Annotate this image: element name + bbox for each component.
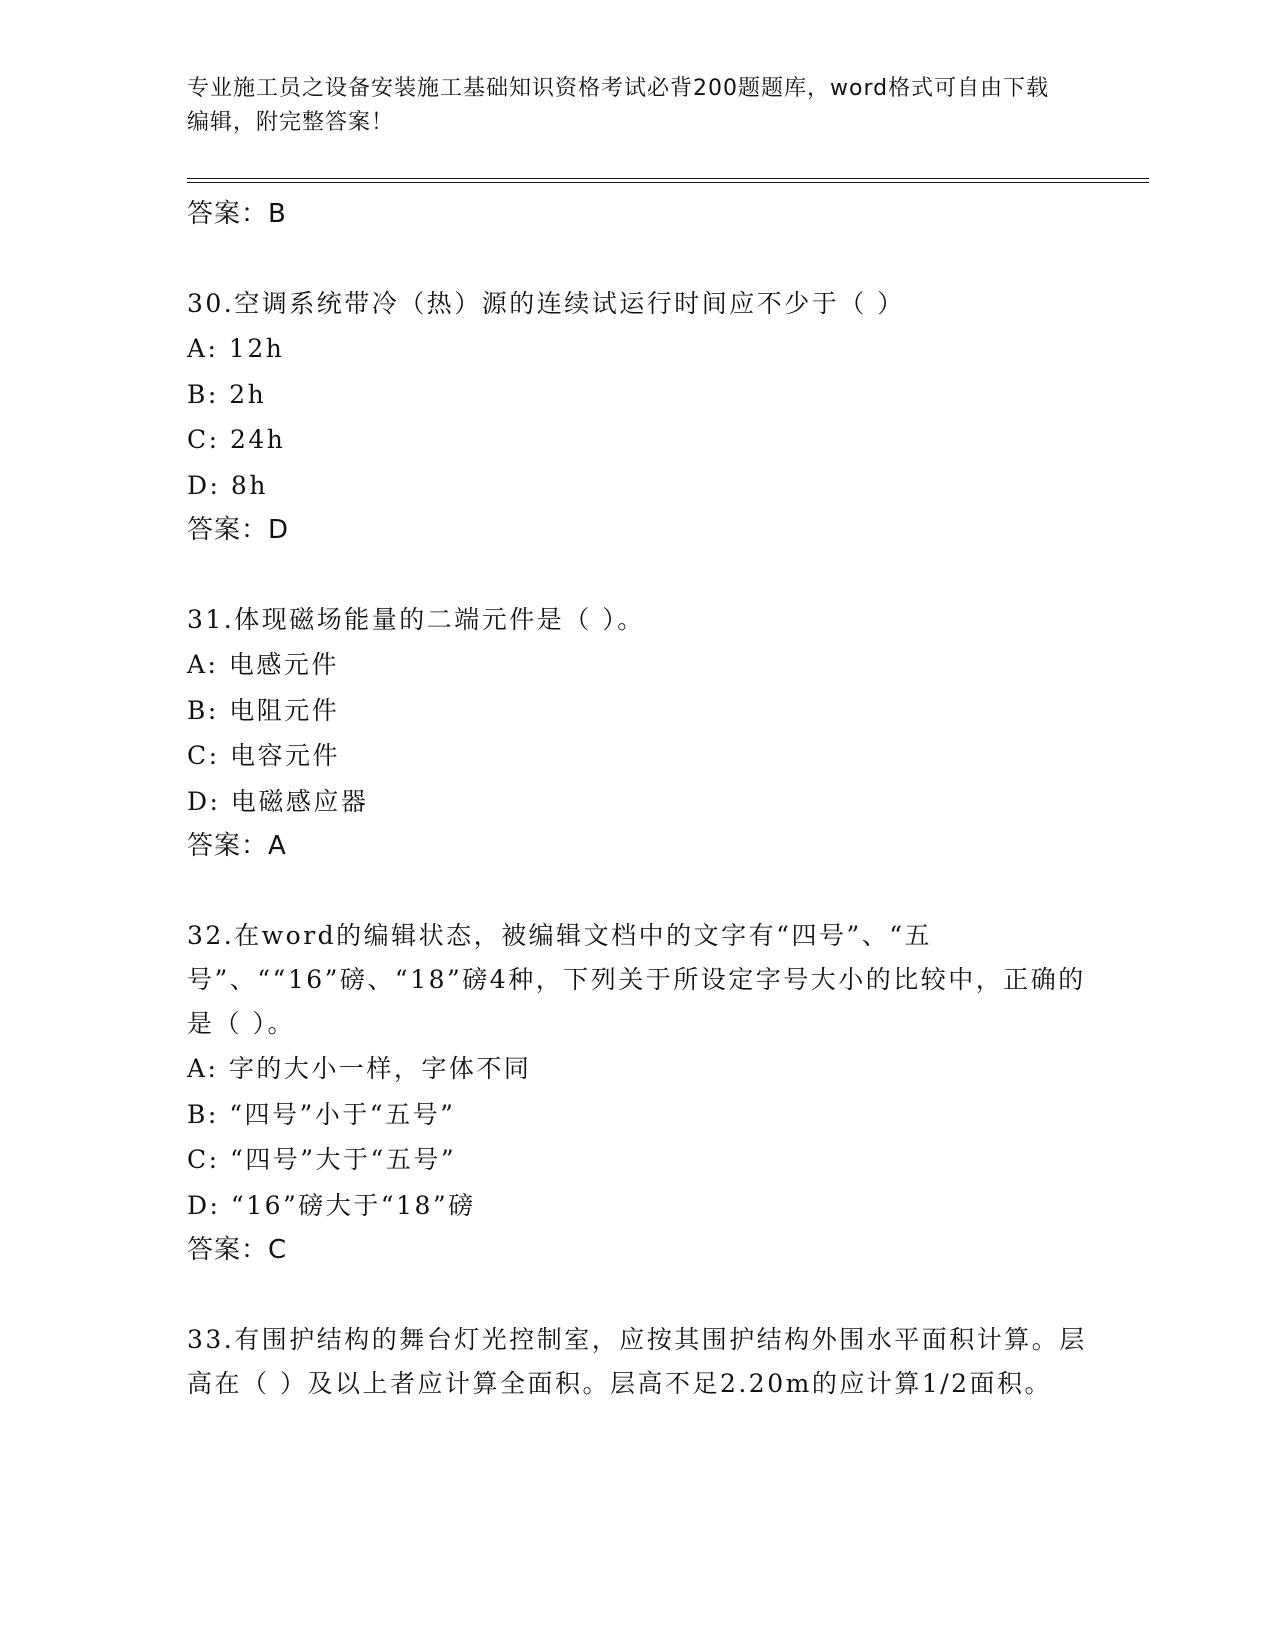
question-list [187, 192, 1087, 1406]
option-b: B: “四号”小于“五号” [187, 1099, 456, 1129]
option-b: B: 电阻元件 [187, 695, 340, 725]
question-31 [187, 598, 1087, 868]
header-title: 专业施工员之设备安装施工基础知识资格考试必背200题题库，word格式可自由下载编辑，附完整答案！ [187, 76, 1050, 135]
option-b: B: 2h [187, 379, 267, 409]
option-c: C: 电容元件 [187, 741, 340, 770]
question-30 [187, 282, 1087, 552]
question-32 [187, 914, 1087, 1272]
option-a: A: 电感元件 [187, 650, 339, 679]
question-text: 32.在word的编辑状态，被编辑文档中的文字有“四号”、“五号”、““16”磅、“18”磅4种，下列关于所设定字号大小的比较中，正确的是（ ）。 [187, 921, 1086, 1038]
answer-line: 答案：D [187, 515, 290, 545]
answer-line: 答案：A [187, 831, 287, 861]
question-text: 33.有围护结构的舞台灯光控制室，应按其围护结构外围水平面积计算。层高在（ ）及以上者应计算全面积。层高不足2.20m的应计算1/2面积。 [187, 1325, 1087, 1398]
option-a: A: 12h [187, 334, 285, 363]
option-c: C: 24h [187, 425, 286, 454]
question-33 [187, 1318, 1087, 1406]
header-divider-bottom [187, 182, 1149, 183]
option-a: A: 字的大小一样，字体不同 [187, 1054, 532, 1083]
answer-line: 答案：C [187, 1235, 288, 1265]
option-d: D: 8h [187, 470, 268, 500]
header-divider-top [187, 178, 1149, 179]
question-text: 31.体现磁场能量的二端元件是（ ）。 [187, 605, 645, 634]
option-d: D: “16”磅大于“18”磅 [187, 1190, 476, 1220]
document-header [187, 72, 1067, 140]
question-text: 30.空调系统带冷（热）源的连续试运行时间应不少于（ ） [187, 289, 905, 318]
answer-line: 答案：B [187, 199, 287, 229]
option-d: D: 电磁感应器 [187, 786, 369, 816]
option-c: C: “四号”大于“五号” [187, 1145, 457, 1174]
